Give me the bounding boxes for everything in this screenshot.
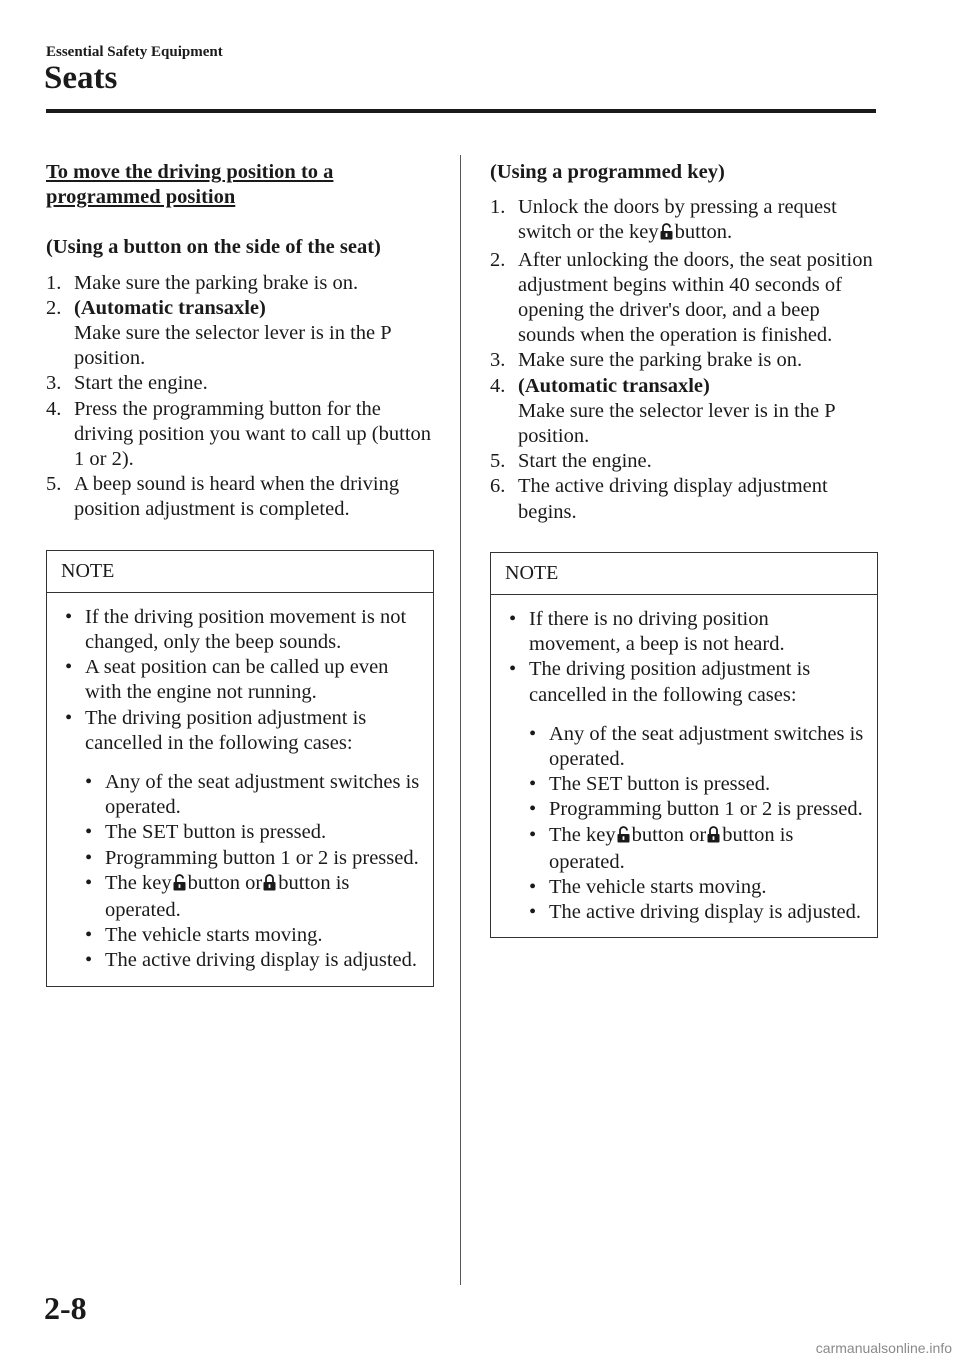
note-subbullet-text: button or <box>187 871 263 894</box>
step-item <box>490 348 878 373</box>
lock-icon <box>707 825 720 850</box>
page-title: Seats <box>44 60 118 96</box>
bullet-glyph: • <box>509 608 517 631</box>
note-subbullet-text: The key <box>105 871 172 894</box>
note-subbullet <box>525 797 865 822</box>
note-title: NOTE <box>491 553 877 595</box>
unlock-icon <box>173 873 186 898</box>
note-subbullet <box>525 722 865 772</box>
step-item <box>46 271 434 296</box>
note-subbullets <box>61 770 421 974</box>
step-item <box>490 195 878 247</box>
header-rule <box>46 109 876 113</box>
note-subbullet <box>525 772 865 797</box>
step-text: Make sure the parking brake is on. <box>518 349 803 372</box>
bullet-glyph: • <box>85 949 93 972</box>
step-item <box>46 472 434 522</box>
note-subbullet-text: The vehicle starts moving. <box>105 924 323 947</box>
note-bullet-text: If there is no driving position movement, a beep is not heard. <box>529 608 785 656</box>
step-item <box>490 474 878 524</box>
note-bullets <box>505 607 865 708</box>
note-subbullet-text: The vehicle starts moving. <box>549 876 767 899</box>
note-box <box>46 550 434 987</box>
note-bullet <box>505 657 865 707</box>
column-divider <box>460 155 461 1285</box>
bullet-glyph: • <box>85 871 93 894</box>
step-number: 1. <box>46 271 62 294</box>
step-condition: (Automatic transaxle) <box>74 296 266 319</box>
step-number: 3. <box>490 349 506 372</box>
step-condition: (Automatic transaxle) <box>518 374 710 397</box>
bullet-glyph: • <box>85 771 93 794</box>
watermark-link[interactable]: carmanualsonline.info <box>815 1340 952 1356</box>
note-subbullet <box>81 846 421 871</box>
note-subbullet <box>81 820 421 845</box>
note-subbullet-text: The key <box>549 823 616 846</box>
note-bullets <box>61 605 421 756</box>
note-subbullet-text: The SET button is pressed. <box>549 773 771 796</box>
step-text: A beep sound is heard when the driving position adjustment is completed. <box>74 473 400 521</box>
note-subbullet-text: button is operated. <box>105 871 350 922</box>
step-number: 6. <box>490 475 506 498</box>
step-number: 2. <box>490 248 506 271</box>
step-number: 4. <box>490 374 506 397</box>
note-bullet-text: If the driving position movement is not changed, only the beep sounds. <box>85 605 407 654</box>
note-subbullet-text: button or <box>631 823 707 846</box>
step-item <box>46 397 434 473</box>
section-heading: To move the driving position to a programmed position <box>46 161 334 209</box>
note-bullet-text: A seat position can be called up even with the engine not running. <box>85 656 389 704</box>
note-bullet <box>61 706 421 756</box>
bullet-glyph: • <box>529 722 537 745</box>
step-text: Unlock the doors by pressing a request switch or the key <box>518 196 837 244</box>
note-subbullet <box>525 900 865 925</box>
step-number: 3. <box>46 372 62 395</box>
bullet-glyph: • <box>85 846 93 869</box>
subheading-programmed-key: (Using a programmed key) <box>490 161 725 183</box>
bullet-glyph: • <box>85 821 93 844</box>
note-box <box>490 552 878 939</box>
bullet-glyph: • <box>529 773 537 796</box>
note-subbullet <box>81 923 421 948</box>
note-body <box>491 595 877 937</box>
bullet-glyph: • <box>529 823 537 846</box>
step-text: Start the engine. <box>74 372 208 395</box>
bullet-glyph: • <box>529 798 537 821</box>
note-subbullet-text: Any of the seat adjustment switches is operated. <box>549 722 864 771</box>
note-bullet-text: The driving position adjustment is cancelled in the following cases: <box>85 706 367 754</box>
note-bullet <box>505 607 865 657</box>
step-text: Make sure the selector lever is in the P position. <box>74 322 391 370</box>
steps-list <box>46 271 434 523</box>
unlock-icon <box>617 825 630 850</box>
note-subbullet-text: The SET button is pressed. <box>105 821 327 844</box>
step-number: 1. <box>490 196 506 219</box>
step-item <box>46 371 434 396</box>
right-column <box>490 160 878 938</box>
note-title: NOTE <box>47 551 433 593</box>
step-item <box>490 374 878 450</box>
note-subbullet <box>81 770 421 820</box>
bullet-glyph: • <box>65 656 73 679</box>
step-number: 5. <box>46 473 62 496</box>
note-subbullet <box>81 948 421 973</box>
note-subbullet-text: Programming button 1 or 2 is pressed. <box>105 846 419 869</box>
subheading-seat-button: (Using a button on the side of the seat) <box>46 236 381 259</box>
step-text: Start the engine. <box>518 450 652 473</box>
bullet-glyph: • <box>529 901 537 924</box>
step-number: 2. <box>46 296 62 319</box>
step-text: Press the programming button for the driving position you want to call up (button 1 or 2). <box>74 397 432 471</box>
bullet-glyph: • <box>509 658 517 681</box>
bullet-glyph: • <box>65 605 73 628</box>
note-body <box>47 593 433 986</box>
page-number: 2-8 <box>44 1290 87 1326</box>
note-subbullet <box>81 871 421 923</box>
step-text: Make sure the parking brake is on. <box>74 271 359 294</box>
step-item <box>490 248 878 349</box>
step-number: 4. <box>46 397 62 420</box>
step-text: Make sure the selector lever is in the P position. <box>518 399 835 448</box>
step-number: 5. <box>490 450 506 473</box>
step-text: After unlocking the doors, the seat position adjustment begins within 40 seconds of opening the driver's door, and a beep sounds when the operation is finished. <box>518 248 873 347</box>
note-subbullet <box>525 875 865 900</box>
note-bullet <box>61 605 421 655</box>
steps-list <box>490 195 878 525</box>
bullet-glyph: • <box>85 924 93 947</box>
step-text: button. <box>674 221 733 244</box>
note-subbullet-text: The active driving display is adjusted. <box>105 949 417 972</box>
lock-icon <box>263 873 276 898</box>
left-column <box>46 160 434 987</box>
step-text: The active driving display adjustment begins. <box>518 475 828 523</box>
step-item <box>490 449 878 474</box>
bullet-glyph: • <box>529 876 537 899</box>
step-item <box>46 296 434 372</box>
section-label: Essential Safety Equipment <box>46 44 223 60</box>
unlock-icon <box>660 222 673 247</box>
note-bullet <box>61 655 421 705</box>
note-subbullet-text: The active driving display is adjusted. <box>549 901 861 924</box>
note-subbullet-text: Any of the seat adjustment switches is operated. <box>105 771 420 819</box>
note-subbullet <box>525 823 865 875</box>
note-bullet-text: The driving position adjustment is cancelled in the following cases: <box>529 658 811 706</box>
note-subbullet-text: button is operated. <box>549 823 794 873</box>
note-subbullets <box>505 722 865 926</box>
note-subbullet-text: Programming button 1 or 2 is pressed. <box>549 798 863 821</box>
bullet-glyph: • <box>65 706 73 729</box>
